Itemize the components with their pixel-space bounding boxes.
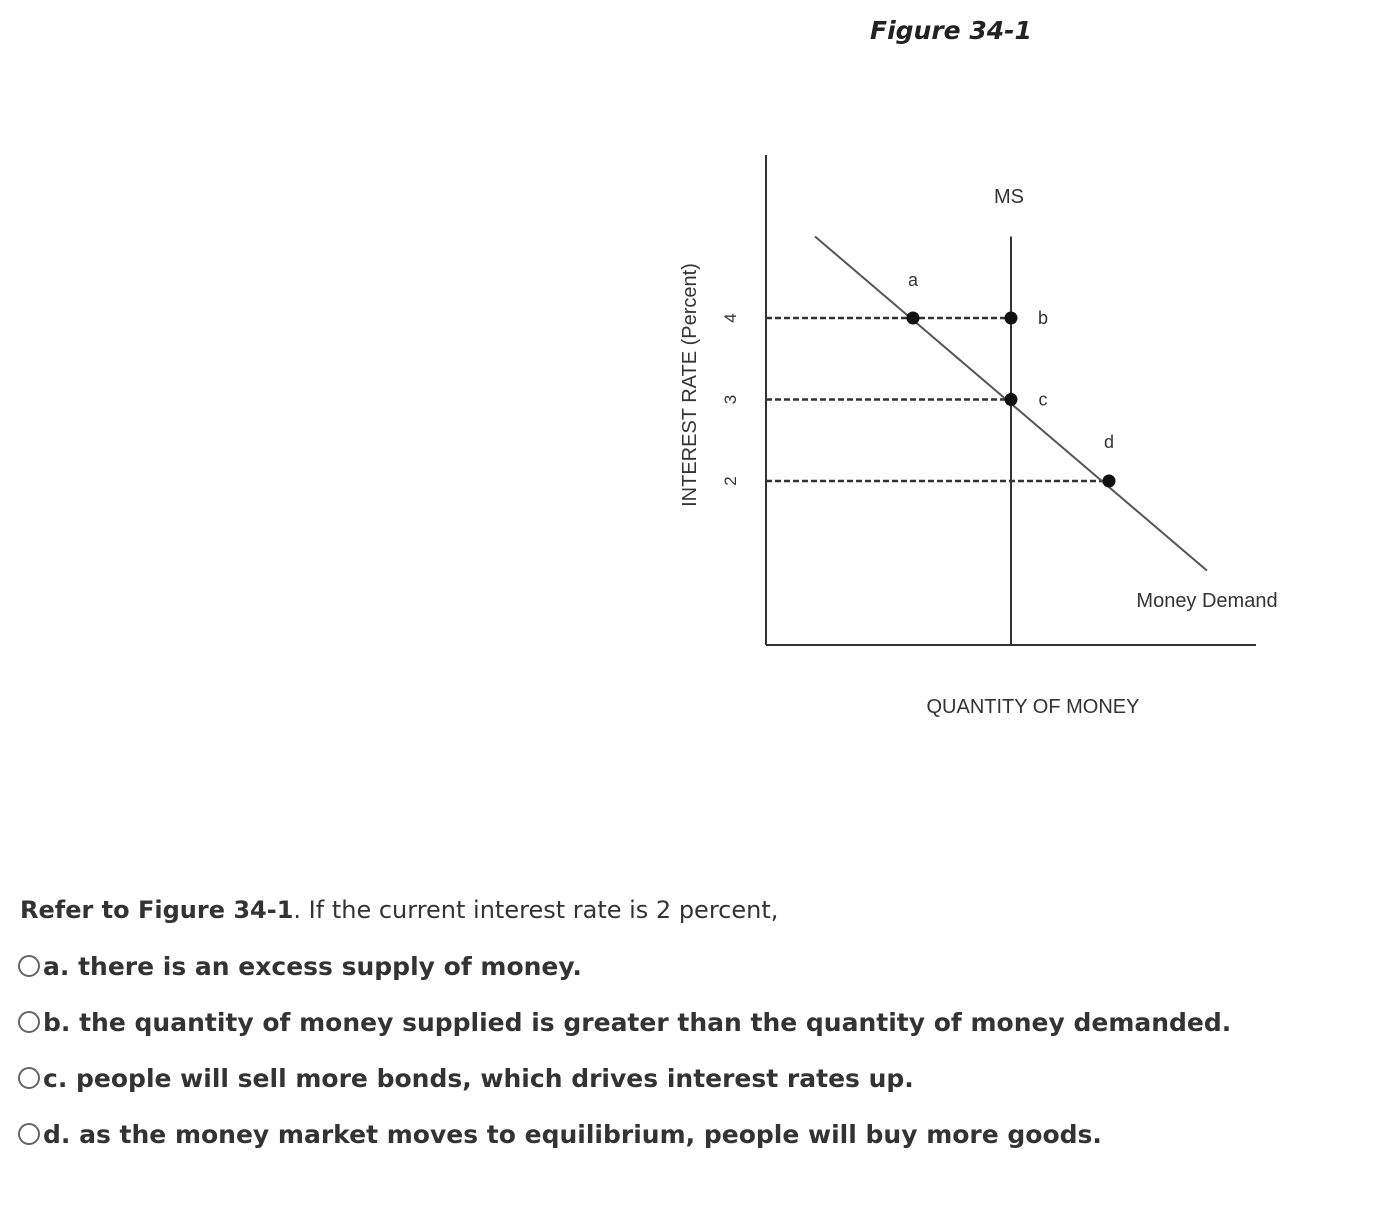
- x-axis-label: QUANTITY OF MONEY: [926, 696, 1140, 718]
- radio-b[interactable]: [18, 1011, 40, 1033]
- answer-options: [18, 938, 1231, 1162]
- y-tick-label: 4: [721, 313, 740, 323]
- radio-c[interactable]: [18, 1067, 40, 1089]
- curves: [815, 237, 1207, 646]
- option-b-label: b. the quantity of money supplied is greater than the quantity of money demanded.: [43, 1007, 1232, 1037]
- option-c[interactable]: [18, 1050, 1231, 1106]
- option-c-label: c. people will sell more bonds, which drives interest rates up.: [43, 1063, 914, 1093]
- radio-a[interactable]: [18, 955, 40, 977]
- point-a: [907, 312, 920, 325]
- money-supply-label: MS: [994, 186, 1024, 208]
- labels: [679, 186, 1278, 718]
- radio-d[interactable]: [18, 1123, 40, 1145]
- question-text: [20, 896, 778, 924]
- point-c: [1005, 393, 1018, 406]
- option-d-label: d. as the money market moves to equilibrium, people will buy more goods.: [43, 1119, 1102, 1149]
- figure-title: Figure 34-1: [870, 16, 1032, 45]
- option-a-label: a. there is an excess supply of money.: [43, 951, 582, 981]
- option-b[interactable]: [18, 994, 1231, 1050]
- y-axis-label: INTEREST RATE (Percent): [679, 263, 701, 507]
- point-b: [1005, 312, 1018, 325]
- money-demand-label: Money Demand: [1136, 590, 1278, 612]
- figure-reference: Refer to Figure 34-1: [20, 896, 294, 924]
- point-label-d: d: [1103, 432, 1115, 452]
- point-label-c: c: [1038, 389, 1048, 410]
- point-d: [1103, 475, 1116, 488]
- point-label-b: b: [1037, 308, 1049, 328]
- y-tick-label: 3: [721, 394, 740, 405]
- dashed-guides: [766, 318, 1109, 481]
- option-d[interactable]: [18, 1106, 1231, 1162]
- option-a[interactable]: [18, 938, 1231, 994]
- question-body: . If the current interest rate is 2 percent,: [293, 896, 779, 924]
- y-tick-label: 2: [721, 476, 740, 486]
- point-label-a: a: [907, 270, 919, 290]
